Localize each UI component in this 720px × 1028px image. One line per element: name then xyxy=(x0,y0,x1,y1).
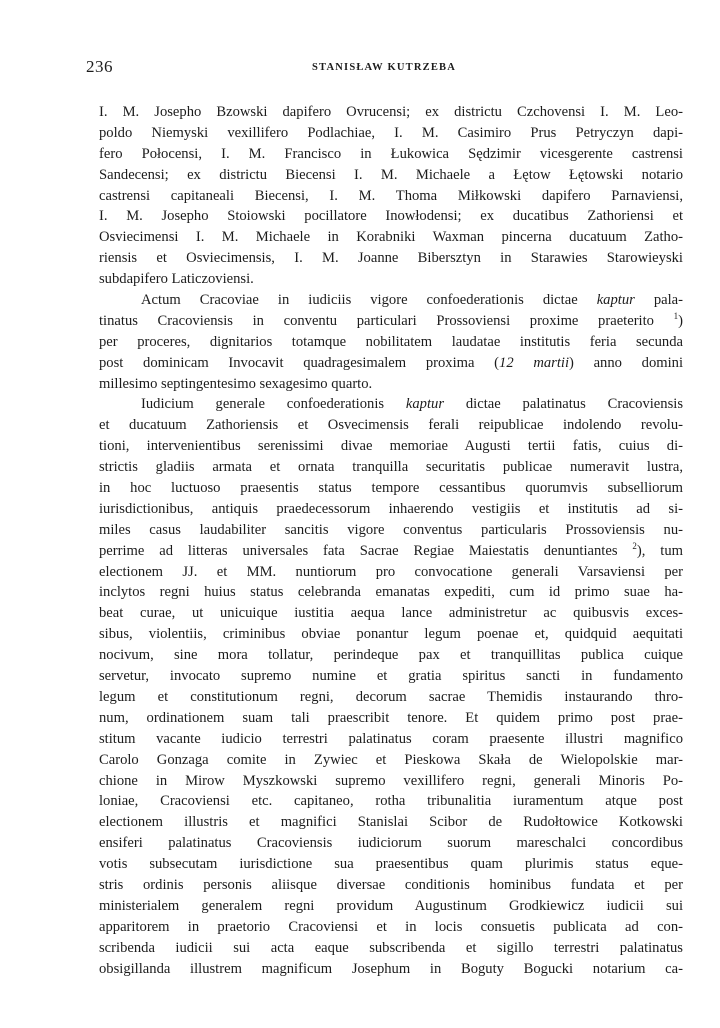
text-line xyxy=(99,123,683,144)
text-line xyxy=(99,854,683,875)
text-line xyxy=(99,311,683,332)
text-segment: post dominicam Invocavit quadragesimalem proxima ( xyxy=(99,354,500,371)
italic-term: kaptur xyxy=(405,396,445,413)
text-segment: legum et constitutionum regni, decorum sacrae Themidis instaurando thro- xyxy=(99,688,683,705)
text-line xyxy=(99,332,683,353)
text-line xyxy=(99,269,683,290)
text-line xyxy=(99,457,683,478)
text-segment: scribenda iudicii sui acta eaque subscribenda et sigillo terrestri palatinatus xyxy=(99,939,683,956)
text-line xyxy=(99,227,683,248)
text-line xyxy=(99,415,683,436)
text-segment: subdapifero Laticzoviensi. xyxy=(99,271,254,288)
text-segment: I. M. Josepho Bzowski dapifero Ovrucensi; ex districtu Czchovensi I. M. Leo- xyxy=(99,104,683,120)
running-head xyxy=(86,57,686,81)
footnote-marker: 1 xyxy=(673,311,679,322)
text-line xyxy=(99,771,683,792)
text-line xyxy=(99,102,683,123)
page-number: 236 xyxy=(86,57,113,76)
text-segment: num, ordinationem suam tali praescribit tenore. Et quidem primo post prae- xyxy=(99,709,683,726)
text-line xyxy=(99,624,683,645)
text-line xyxy=(99,666,683,687)
italic-term: 12 martii xyxy=(499,354,570,371)
text-segment: riensis et Osviecimensis, I. M. Joanne Bibersztyn in Starawies Starowieyski xyxy=(99,250,683,267)
text-line xyxy=(99,541,683,562)
text-line xyxy=(99,353,683,374)
text-line xyxy=(99,896,683,917)
text-segment: in hoc luctuoso praesentis status tempore cessantibus quorumvis subselliorum xyxy=(99,480,683,497)
text-segment: votis subsecutam iurisdictione sua praesentibus quam plurimis status eque- xyxy=(99,856,683,873)
text-line xyxy=(99,708,683,729)
text-line xyxy=(99,833,683,854)
text-line xyxy=(99,144,683,165)
text-segment: apparitorem in praetorio Cracoviensi et in locis consuetis publicata ad con- xyxy=(99,918,683,935)
text-segment: loniae, Cracoviensi etc. capitaneo, rotha tribunalitia iuramentum atque post xyxy=(99,793,683,810)
text-line xyxy=(99,478,683,499)
text-segment: ) xyxy=(678,312,683,329)
text-segment: electionem illustris et magnifici Stanislai Scibor de Rudołtowice Kotkowski xyxy=(99,814,683,831)
text-line xyxy=(99,875,683,896)
text-segment: Osviecimensi I. M. Michaele in Korabniki Waxman pincerna ducatuum Zatho- xyxy=(99,229,683,246)
text-line xyxy=(99,290,683,311)
text-line xyxy=(99,812,683,833)
text-segment: Actum Cracoviae in iudiciis vigore confoederationis dictae xyxy=(141,292,597,309)
text-segment: per proceres, dignitarios totamque nobilitatem laudatae institutis feria secunda xyxy=(99,333,683,350)
text-line xyxy=(99,917,683,938)
text-segment: poldo Niemyski vexillifero Podlachiae, I. M. Casimiro Prus Petryczyn dapi- xyxy=(99,124,683,141)
text-segment: Sandecensi; ex districtu Biecensi I. M. Michaele a Łętow Łętowski notario xyxy=(99,166,683,183)
text-line xyxy=(99,436,683,457)
text-segment: fero Połocensi, I. M. Francisco in Łukowica Sędzimir vicesgerente castrensi xyxy=(99,145,683,162)
running-title: STANISŁAW KUTRZEBA xyxy=(312,62,457,73)
italic-term: kaptur xyxy=(596,292,635,309)
text-line xyxy=(99,374,683,395)
text-segment: nocivum, sine mora tollatur, perindeque pax et tranquillitas publica cuique xyxy=(99,647,683,664)
text-line xyxy=(99,750,683,771)
text-line xyxy=(99,582,683,603)
text-line xyxy=(99,687,683,708)
text-line xyxy=(99,165,683,186)
text-segment: Iudicium generale confoederationis xyxy=(141,396,406,413)
text-segment: et ducatuum Zathoriensis et Osvecimensis ferali reipublicae indolendo revolu- xyxy=(99,417,683,434)
text-line xyxy=(99,206,683,227)
text-segment: chione in Mirow Myszkowski supremo vexillifero regni, generali Minoris Po- xyxy=(99,772,683,789)
text-segment: ) anno domini xyxy=(569,354,683,371)
text-segment: millesimo septingentesimo sexagesimo quarto. xyxy=(99,375,373,392)
text-segment: beat curae, ut unicuique iustitia aequa lance administretur ac quibusvis exces- xyxy=(99,605,683,622)
text-segment: inclytos regni huius status celebranda emanatas expediti, cum id primo suae ha- xyxy=(99,584,683,601)
text-line xyxy=(99,248,683,269)
text-segment: strictis gladiis armata et ornata tranquilla securitatis publicae numeravit lustra, xyxy=(99,459,683,476)
text-line xyxy=(99,959,683,980)
text-segment: ensiferi palatinatus Cracoviensis iudiciorum suorum mareschalci concordibus xyxy=(99,835,683,852)
text-segment: castrensi capitaneali Biecensi, I. M. Thoma Miłkowski dapifero Parnaviensi, xyxy=(99,187,683,204)
text-line xyxy=(99,562,683,583)
text-line xyxy=(99,603,683,624)
text-segment: tioni, intervenientibus serenissimi divae memoriae Augusti tertii fatis, cuius di- xyxy=(99,438,683,455)
text-segment: miles casus laudabiliter sancitis vigore conventus particularis Prossoviensis nu- xyxy=(99,521,683,538)
text-line xyxy=(99,791,683,812)
text-line xyxy=(99,938,683,959)
text-line xyxy=(99,520,683,541)
text-segment: stris ordinis personis aliisque diversae conditionis hominibus fundata et per xyxy=(99,876,683,893)
text-segment: tinatus Cracoviensis in conventu particulari Prossoviensi proxime praeterito xyxy=(99,312,674,329)
text-line xyxy=(99,394,683,415)
footnote-marker: 2 xyxy=(632,540,637,551)
text-segment: Carolo Gonzaga comite in Zywiec et Pieskowa Skała de Wielopolskie mar- xyxy=(99,751,683,768)
text-segment: electionem JJ. et MM. nuntiorum pro convocatione generali Varsaviensi per xyxy=(99,563,683,580)
text-segment: I. M. Josepho Stoiowski pocillatore Inowłodensi; ex ducatibus Zathoriensi et xyxy=(99,208,683,225)
text-segment: pala- xyxy=(634,292,683,309)
text-line xyxy=(99,499,683,520)
text-segment: sibus, violentiis, criminibus obviae ponantur legum poenae et, quidquid aequitati xyxy=(99,626,683,643)
text-segment: dictae palatinatus Cracoviensis xyxy=(444,396,683,413)
text-segment: stitum vacante iudicio terrestri palatinatus coram praesente illustri magnifico xyxy=(99,730,683,747)
text-segment: iurisdictionibus, antiquis praedecessorum inhaerendo vestigiis et institutis ad si- xyxy=(99,500,683,517)
text-line xyxy=(99,186,683,207)
text-segment: ), tum xyxy=(636,542,683,559)
text-segment: obsigillanda illustrem magnificum Josephum in Boguty Bogucki notarium ca- xyxy=(99,960,683,977)
text-line xyxy=(99,645,683,666)
text-segment: servetur, invocato supremo numine et gratia spiritus sancti in fundamento xyxy=(99,668,683,685)
text-segment: ministerialem generalem regni providum Augustinum Grodkiewicz iudicii sui xyxy=(99,897,683,914)
text-segment: perrime ad litteras universales fata Sacrae Regiae Maiestatis denuntiantes xyxy=(99,542,633,559)
body-text xyxy=(99,102,683,979)
text-line xyxy=(99,729,683,750)
